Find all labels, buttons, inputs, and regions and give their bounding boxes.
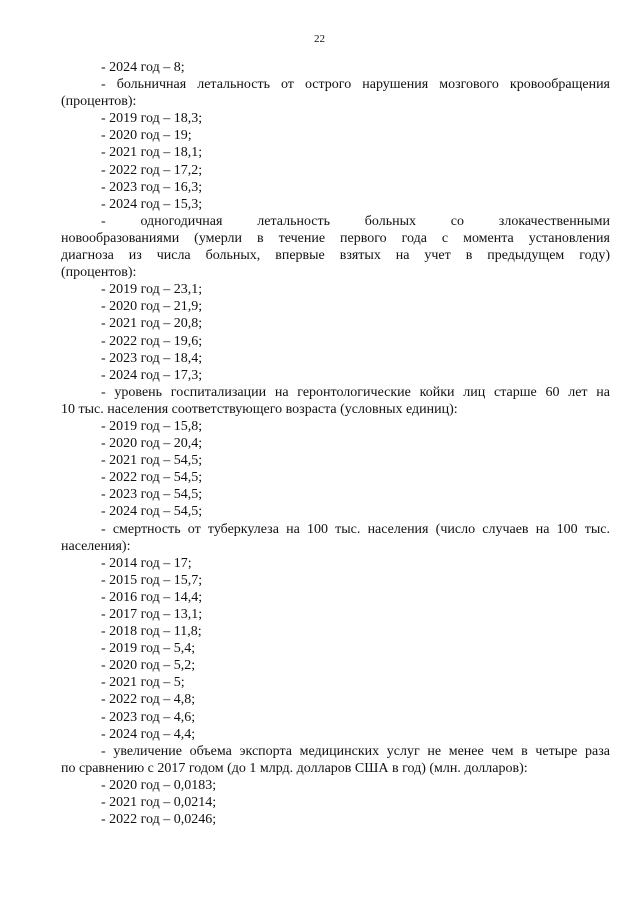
- list-item: - 2023 год – 4,6;: [101, 709, 196, 725]
- heading-word: одногодичная: [140, 213, 223, 229]
- heading-word: летальность: [257, 213, 331, 229]
- list-item: - 2021 год – 0,0214;: [101, 795, 217, 811]
- list-item: - 2019 год – 23,1;: [101, 282, 203, 298]
- indicator-heading-continued: новообразованиями (умерли в течение первого года с момента установления: [61, 230, 610, 246]
- indicator-heading: - увеличение объема экспорта медицинских услуг не менее чем в четыре раза: [101, 743, 610, 759]
- indicator-unit: (процентов):: [61, 94, 137, 110]
- list-item: - 2022 год – 54,5;: [101, 470, 203, 486]
- list-item: - 2020 год – 0,0183;: [101, 777, 217, 793]
- list-item: - 2021 год – 5;: [101, 675, 185, 691]
- list-item: - 2022 год – 0,0246;: [101, 812, 217, 828]
- list-item: - 2023 год – 54,5;: [101, 487, 203, 503]
- list-item: - 2022 год – 4,8;: [101, 692, 196, 708]
- indicator-unit: 10 тыс. населения соответствующего возраста (условных единиц):: [61, 401, 458, 417]
- list-item: - 2024 год – 4,4;: [101, 726, 196, 742]
- list-item: - 2024 год – 17,3;: [101, 367, 203, 383]
- list-item: - 2020 год – 20,4;: [101, 436, 203, 452]
- list-item: - 2015 год – 15,7;: [101, 572, 203, 588]
- heading-word: -: [101, 213, 106, 229]
- list-item: - 2021 год – 18,1;: [101, 145, 203, 161]
- heading-word: больных: [364, 213, 417, 229]
- list-item: - 2016 год – 14,4;: [101, 589, 203, 605]
- list-item: - 2014 год – 17;: [101, 555, 192, 571]
- indicator-unit: по сравнению с 2017 годом (до 1 млрд. долларов США в год) (млн. долларов):: [61, 760, 528, 776]
- document-body: [61, 59, 610, 828]
- list-item: - 2022 год – 17,2;: [101, 162, 203, 178]
- indicator-unit: (процентов):: [61, 265, 137, 281]
- indicator-heading-continued: диагноза из числа больных, впервые взятых на учет в предыдущем году): [61, 248, 610, 264]
- indicator-heading: - смертность от туберкулеза на 100 тыс. населения (число случаев на 100 тыс.: [101, 521, 610, 537]
- list-item: - 2023 год – 16,3;: [101, 179, 203, 195]
- indicator-heading: - уровень госпитализации на геронтологические койки лиц старше 60 лет на: [101, 384, 610, 400]
- list-item: - 2024 год – 15,3;: [101, 196, 203, 212]
- page-number: 22: [314, 33, 325, 45]
- list-item: - 2019 год – 5,4;: [101, 641, 196, 657]
- indicator-unit: населения):: [61, 538, 131, 554]
- list-item: - 2018 год – 11,8;: [101, 624, 202, 640]
- list-item: - 2024 год – 54,5;: [101, 504, 203, 520]
- list-item: - 2021 год – 20,8;: [101, 316, 203, 332]
- indicator-heading: [61, 213, 610, 230]
- list-item: - 2017 год – 13,1;: [101, 607, 203, 622]
- list-item: - 2020 год – 5,2;: [101, 658, 196, 674]
- list-item: - 2021 год – 54,5;: [101, 453, 203, 469]
- heading-word: злокачественными: [498, 213, 610, 229]
- list-item: - 2019 год – 15,8;: [101, 418, 203, 434]
- list-item: - 2024 год – 8;: [101, 60, 185, 75]
- list-item: - 2022 год – 19,6;: [101, 333, 203, 349]
- list-item: - 2020 год – 19;: [101, 128, 192, 144]
- list-item: - 2019 год – 18,3;: [101, 111, 203, 127]
- indicator-heading: - больничная летальность от острого нарушения мозгового кровообращения: [101, 77, 610, 93]
- heading-word: со: [450, 213, 465, 229]
- list-item: - 2023 год – 18,4;: [101, 350, 203, 366]
- list-item: - 2020 год – 21,9;: [101, 299, 203, 315]
